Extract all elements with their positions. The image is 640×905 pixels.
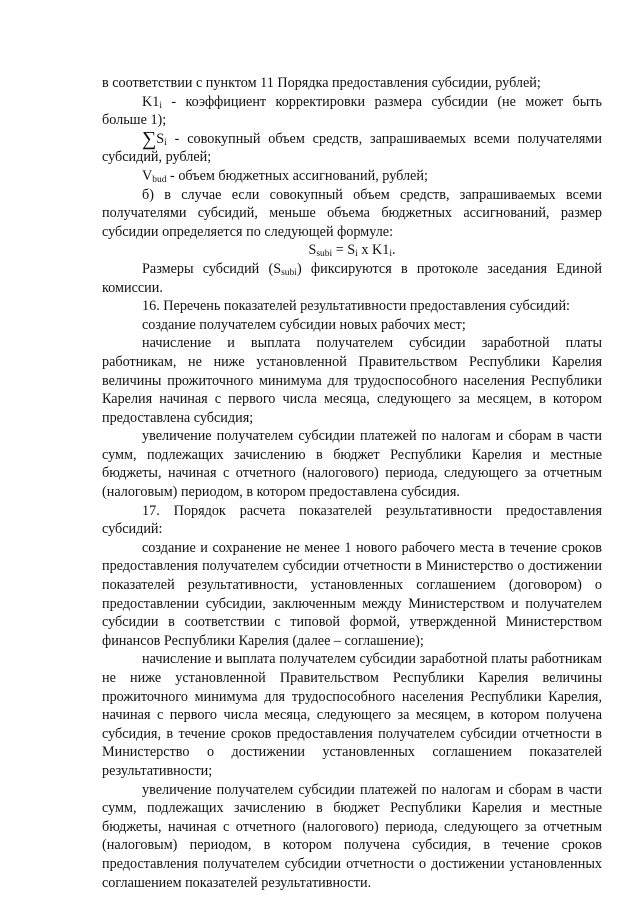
paragraph-case-b: б) в случае если совокупный объем средств, запрашиваемых всеми получателями субсидий, меньше объема бюджетных ассигнований, размер субсидии определяется по следующей формуле: <box>102 186 602 240</box>
paragraph-sum-definition <box>102 127 602 167</box>
formula <box>102 241 602 260</box>
paragraph-subsidy-sizes <box>102 260 602 297</box>
formula-s-subscript: subi <box>316 249 333 260</box>
sum-variable: S <box>156 130 165 147</box>
sizes-text-b: ) фиксируются в протоколе заседания Единой комиссии. <box>102 260 602 296</box>
formula-k1-subscript: i <box>389 249 392 260</box>
section-17-heading: 17. Порядок расчета показателей результативности предоставления субсидий: <box>102 502 602 538</box>
document-page <box>102 74 602 892</box>
vbud-text: - объем бюджетных ассигнований, рублей; <box>166 167 428 184</box>
section-16-item-3: увеличение получателем субсидии платежей по налогам и сборам в части сумм, подлежащих зачислению в бюджет Республики Карелия и местные бюджеты, начиная с отчетного (налогового) периода, следующего за отчетным (налоговым) периодом, в котором предоставлена субсидия. <box>102 428 602 501</box>
section-17-item-1: создание и сохранение не менее 1 нового рабочего места в течение сроков предоставления получателем субсидии отчетности в Министерство о достижении показателей результативности, установленных соглашением (договором) о предоставлении субсидии, заключенным между Министерством и получателем субсидии в соответствии с типовой формой, утвержденной Министерством финансов Республики Карелия (далее – соглашение); <box>102 539 602 649</box>
sizes-text-a: Размеры субсидий (S <box>142 260 282 277</box>
section-17-item-2: начисление и выплата получателем субсидии заработной платы работникам не ниже установленной Правительством Республики Карелия величины прожиточного минимума для трудоспособного населения Республики Карелия, начиная с первого числа месяца, следующего за месяцем, в котором получена субсидия, в течение сроков предоставления получателем субсидии отчетности в Министерство о достижении установленных соглашением показателей результативности; <box>102 651 602 779</box>
k1-symbol: K1 <box>142 93 160 110</box>
formula-si-subscript: i <box>355 249 358 260</box>
vbud-symbol: V <box>142 167 153 184</box>
k1-text: - коэффициент корректировки размера субсидии (не может быть больше 1); <box>102 93 602 129</box>
section-17-item-3: увеличение получателем субсидии платежей по налогам и сборам в части сумм, подлежащих зачислению в бюджет Республики Карелия и местные бюджеты, начиная с отчетного (налогового) периода, следующего за отчетным (налоговым) периодом, в котором получена субсидия, в течение сроков предоставления получателем субсидии отчетности о достижении установленных соглашением показателей результативности. <box>102 781 602 891</box>
paragraph-k1-definition <box>102 93 602 130</box>
paragraph-rubles: в соответствии с пунктом 11 Порядка предоставления субсидии, рублей; <box>102 75 541 91</box>
paragraph-vbud-definition <box>102 167 602 186</box>
sum-subscript: i <box>164 137 167 148</box>
sum-text: - совокупный объем средств, запрашиваемых всеми получателями субсидий, рублей; <box>102 130 602 166</box>
section-16-item-1: создание получателем субсидии новых рабочих мест; <box>142 316 466 333</box>
formula-equals-si: = S <box>332 242 356 259</box>
formula-end: . <box>392 242 396 259</box>
formula-times-k1: x K1 <box>357 242 390 259</box>
section-16-item-2: начисление и выплата получателем субсидии заработной платы работникам, не ниже установленной Правительством Республики Карелия величины прожиточного минимума для трудоспособного населения Республики Карелия начиная с первого числа месяца, следующего за месяцем, в котором предоставлена субсидия; <box>102 335 602 426</box>
vbud-subscript: bud <box>152 174 167 185</box>
section-16-heading: 16. Перечень показателей результативности предоставления субсидий: <box>142 298 570 315</box>
k1-subscript: i <box>159 100 162 111</box>
formula-s: S <box>308 242 317 259</box>
sum-symbol: ∑ <box>142 127 157 150</box>
sizes-subscript: subi <box>281 267 297 278</box>
